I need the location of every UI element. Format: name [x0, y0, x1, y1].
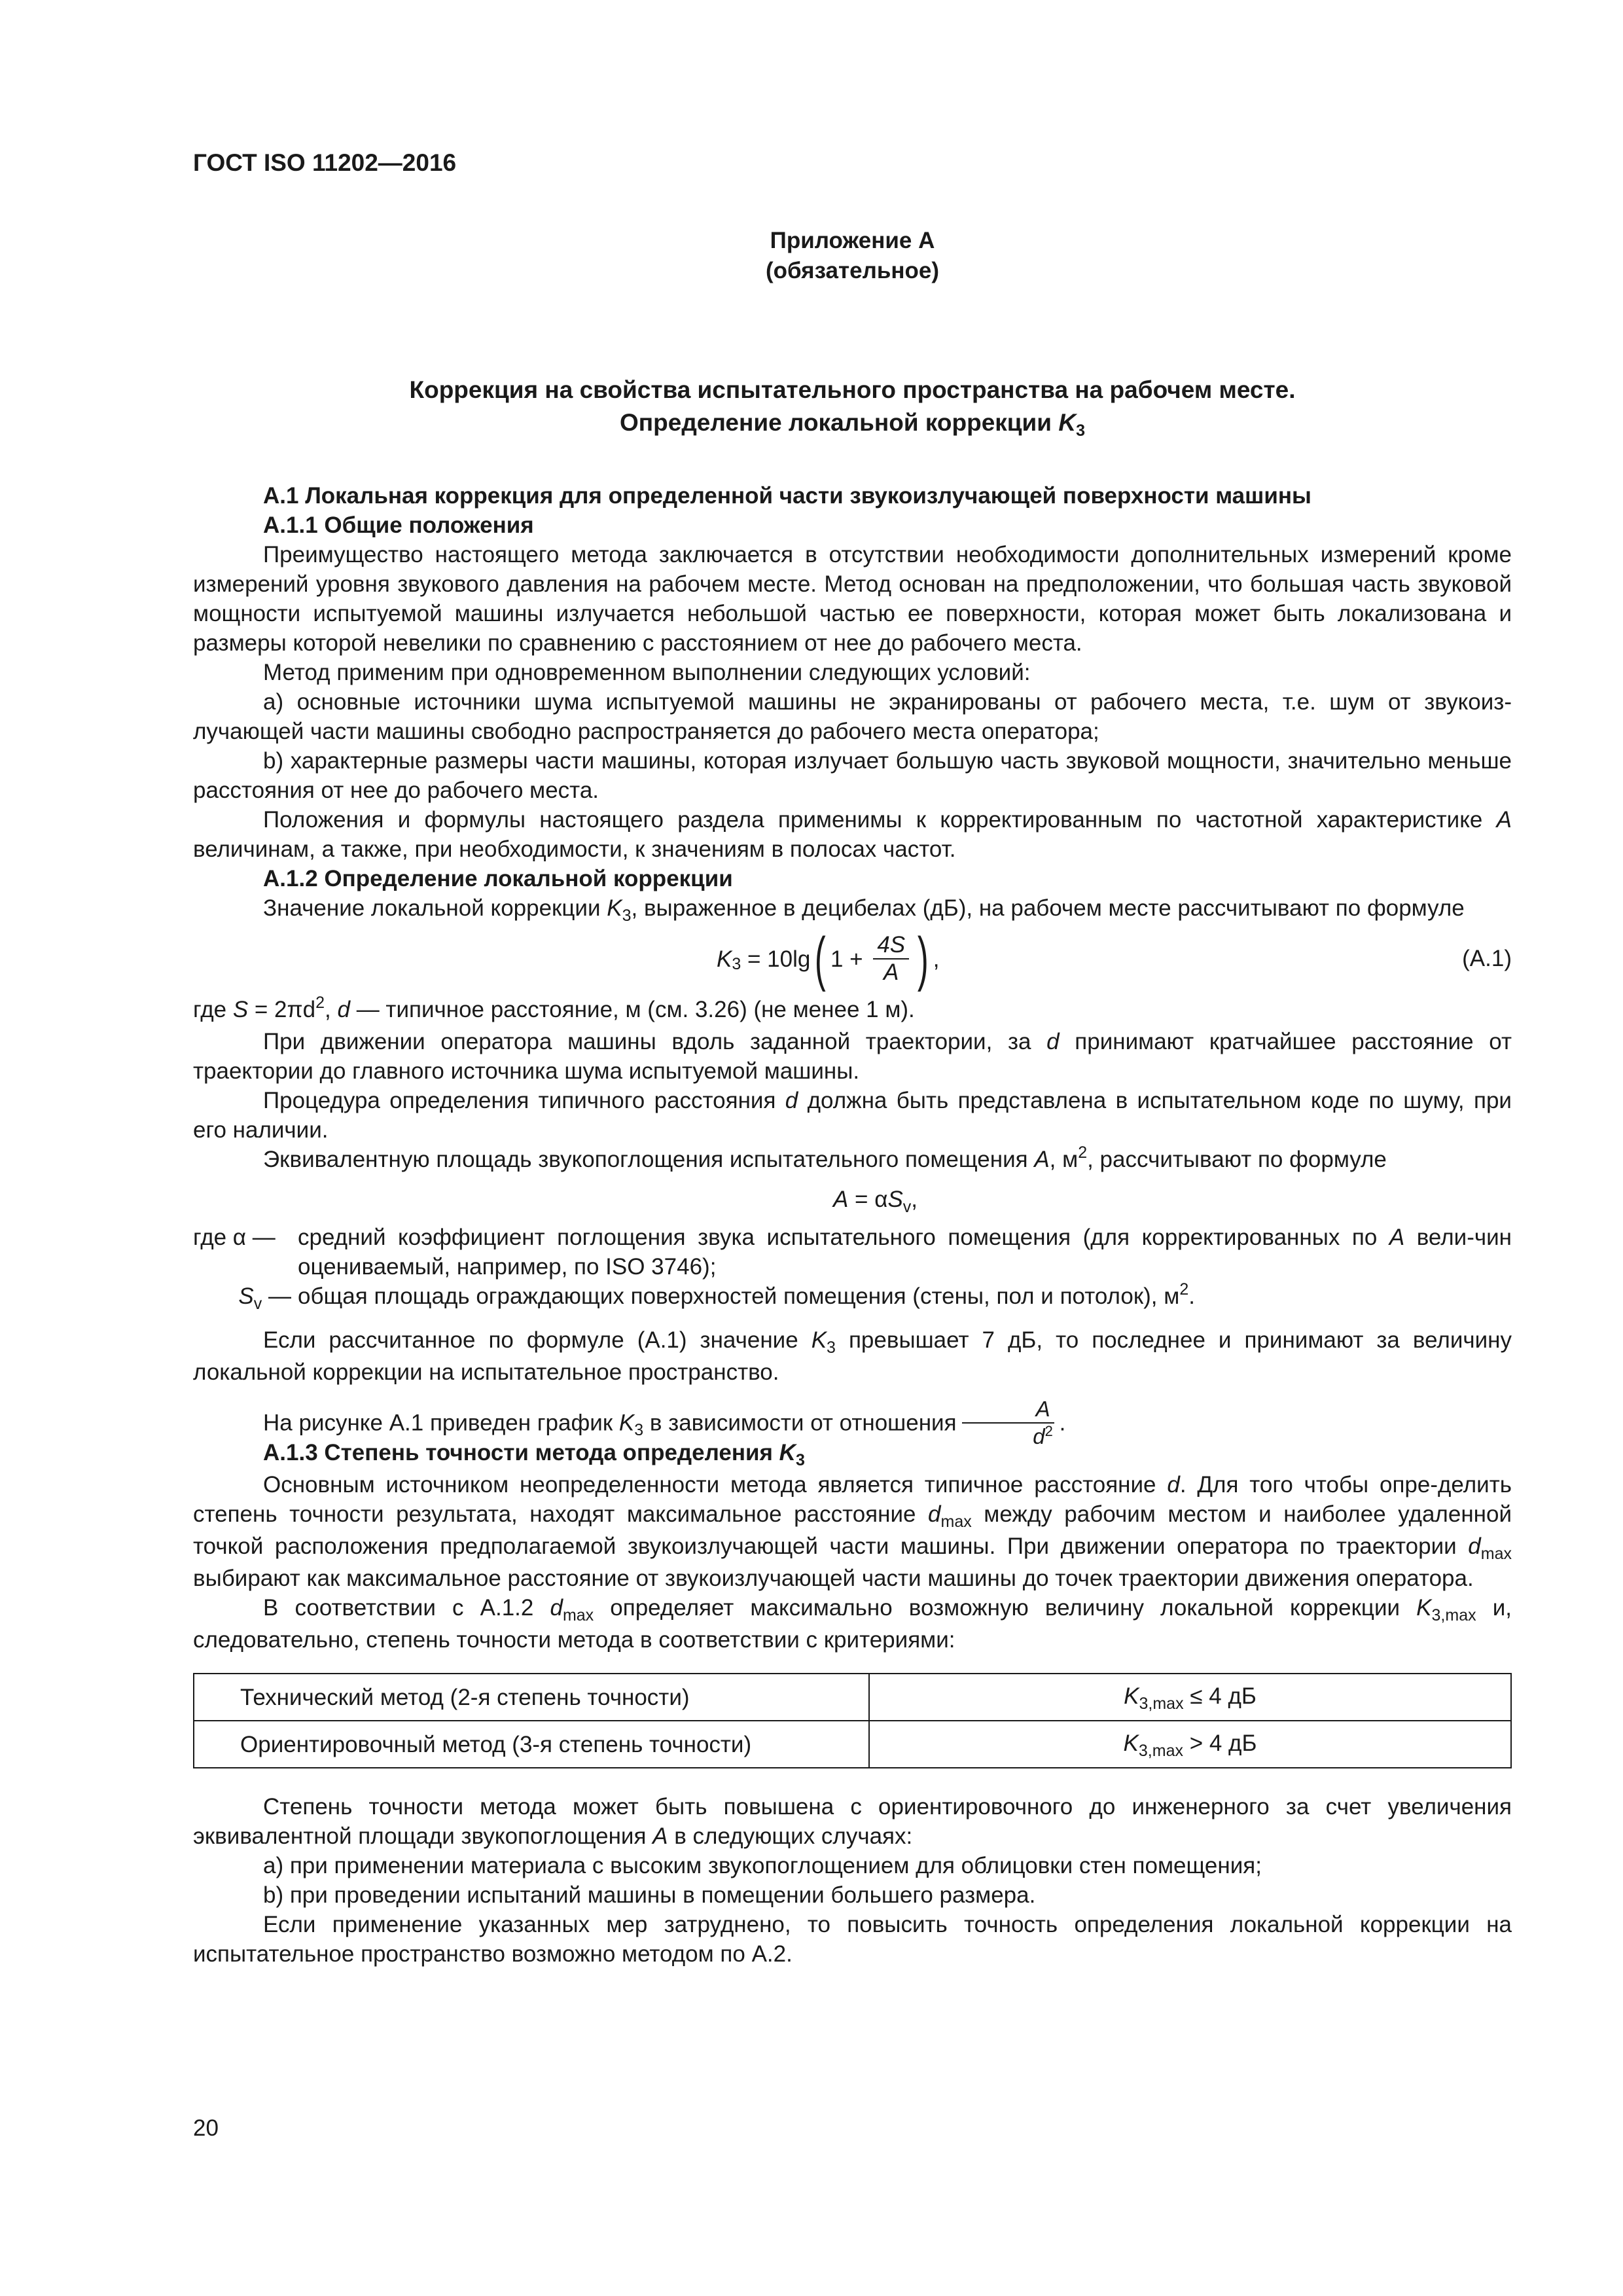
annex-status: (обязательное): [765, 258, 939, 283]
formula-equivalent-area: $A = \alpha S_v$,: [832, 1187, 918, 1216]
paragraph: Эквивалентную площадь звукопоглощения испытательного помещения A, $м^2$, рассчитывают по формуле: [263, 1143, 1387, 1172]
table-row: [194, 1674, 1511, 1721]
table-cell-criterion: $K_{3,max} > 4$ дБ: [869, 1721, 1511, 1768]
formula-a1-expression: K 3 = 10lg ( 1 + $\frac{4S}{A}$ ) ,: [717, 925, 940, 992]
document-page: [193, 0, 1512, 2296]
paragraph: Процедура определения типичного расстояния d должна быть представлена в испытательном коде по шуму, при его наличии.: [193, 1088, 1512, 1143]
annex-label: Приложение А: [770, 228, 935, 253]
list-item-b: b) характерные размеры части машины, которая излучает большую часть звуковой мощности, значительно меньше расстояния от нее до рабочего места.: [193, 748, 1512, 803]
where-alpha: где α — средний коэффициент поглощения звука испытательного помещения (для корректированных по A вели-чин оцениваемый, например, по ISO 3746);: [193, 1225, 1512, 1280]
title-line-1: Коррекция на свойства испытательного пространства на рабочем месте.: [409, 376, 1296, 403]
paragraph: В соответствии с А.1.2 $d_{max}$ определяет максимально возможную величину локальной коррекции $K_{3,max}$ и, следовательно, степень точности метода в соответствии с критериями:: [193, 1595, 1512, 1653]
accuracy-criteria-table: [193, 1673, 1512, 1768]
list-item-a: a) основные источники шума испытуемой машины не экранированы от рабочего места, т.е. шум от звукоиз-лучающей части машины свободно распространяется до рабочего места оператора;: [193, 689, 1512, 744]
paragraph: Основным источником неопределенности метода является типичное расстояние d. Для того чтобы опре-делить степень точности результата, находят максимальное расстояние $d_{max}$ между рабочим местом и наиболее удаленной точкой расположения предполагаемой звукоизлучающей части машины. При движении оператора по траектории $d_{max}$ выбирают как максимальное расстояние от звукоизлучающей части машины до точек траектории движения оператора.: [193, 1472, 1512, 1591]
formula-a1: [193, 927, 1512, 992]
body-text: [193, 481, 1512, 1969]
page-number: 20: [193, 2115, 219, 2141]
ratio-fraction: $\frac{A}{d^2}$: [962, 1396, 1054, 1452]
section-a11-heading: А.1.1 Общие положения: [263, 512, 534, 538]
paragraph: Значение локальной коррекции $K_3$, выраженное в децибелах (дБ), на рабочем месте рассчитывают по формуле: [263, 895, 1465, 925]
paragraph: Положения и формулы настоящего раздела применимы к корректированным по частотной характеристике A величинам, а также, при необходимости, к значениям в полосах частот.: [193, 807, 1512, 862]
table-row: [194, 1721, 1511, 1768]
standard-header: ГОСТ ISO 11202—2016: [193, 149, 457, 176]
section-a12-heading: А.1.2 Определение локальной коррекции: [263, 866, 733, 891]
formula-a1-where: где $S = 2\pi d^2$, d — типичное расстояние, м (см. 3.26) (не менее 1 м).: [193, 994, 915, 1022]
paragraph: Степень точности метода может быть повышена с ориентировочного до инженерного за счет увеличения эквивалентной площади звукопоглощения A в следующих случаях:: [193, 1794, 1512, 1849]
annex-heading: [193, 226, 1512, 286]
paragraph: Если рассчитанное по формуле (А.1) значение $K_3$ превышает 7 дБ, то последнее и принимают за величину локальной коррекции на испытательное пространство.: [193, 1327, 1512, 1385]
table-cell-method: Технический метод (2-я степень точности): [194, 1674, 869, 1721]
annex-title: [193, 374, 1512, 442]
paragraph: При движении оператора машины вдоль заданной траектории, за d принимают кратчайшее расстояние от траектории до главного источника шума испытуемой машины.: [193, 1029, 1512, 1084]
paragraph: Преимущество настоящего метода заключается в отсутствии необходимости дополнительных измерений кроме измерений уровня звукового давления на рабочем месте. Метод основан на предположении, что большая часть звуковой мощности испытуемой машины излучается небольшой частью ее поверхности, которая может быть локализована и размеры которой невелики по сравнению с расстоянием от нее до рабочего места.: [193, 542, 1512, 656]
paragraph: Если применение указанных мер затруднено, то повысить точность определения локальной коррекции на испытательное пространство возможно методом по А.2.: [193, 1912, 1512, 1967]
list-item-b: b) при проведении испытаний машины в помещении большего размера.: [263, 1882, 1036, 1908]
list-item-a: a) при применении материала с высоким звукопоглощением для облицовки стен помещения;: [263, 1853, 1262, 1878]
section-a1-heading: А.1 Локальная коррекция для определенной части звукоизлучающей поверхности машины: [263, 483, 1311, 509]
section-a13-heading: А.1.3 Степень точности метода определения $K_3$: [263, 1440, 805, 1469]
paragraph: На рисунке А.1 приведен график $K_3$ в зависимости от отношения $\frac{A}{d^2}$ .: [193, 1396, 1512, 1452]
paragraph: Метод применим при одновременном выполнении следующих условий:: [263, 660, 1031, 685]
where-sv: $S_v$ — общая площадь ограждающих поверхностей помещения (стены, пол и потолок), $м^2$.: [238, 1280, 1195, 1313]
table-cell-criterion: $K_{3,max} \le 4$ дБ: [869, 1674, 1511, 1721]
table-cell-method: Ориентировочный метод (3-я степень точности): [194, 1721, 869, 1768]
formula-a1-number: (А.1): [1462, 946, 1512, 971]
title-line-2: Определение локальной коррекции $K_3$: [620, 409, 1085, 440]
formula-a1-fraction: $\frac{4S}{A}$: [873, 932, 909, 986]
